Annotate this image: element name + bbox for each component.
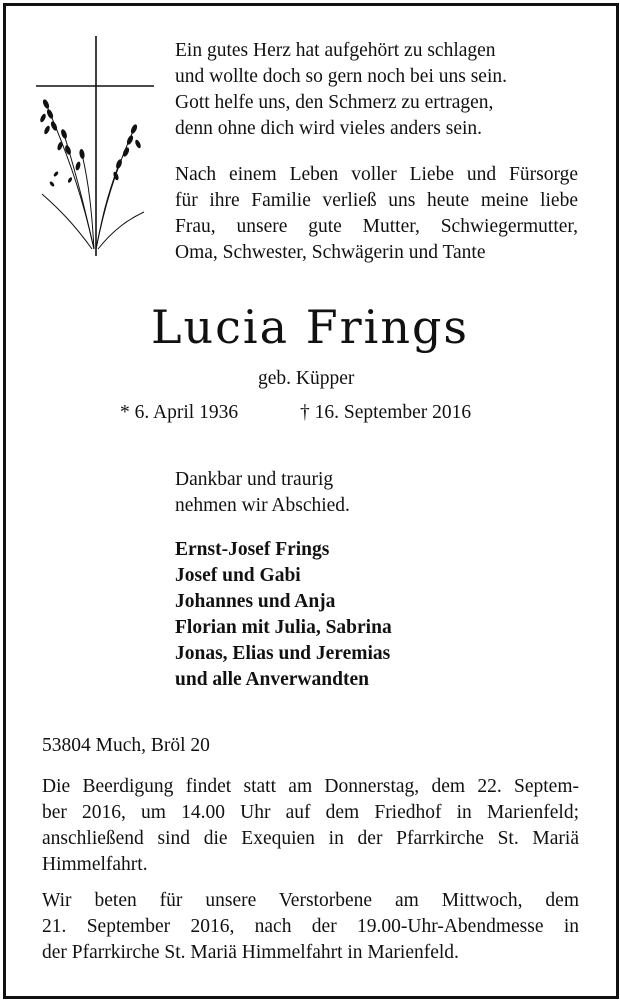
prayer-line: der Pfarrkirche St. Mariä Himmelfahrt in Marienfeld. [42,942,459,963]
birth-name: geb. Küpper [258,368,355,389]
intro-line: Nach einem Leben voller Liebe und Fürsorge [175,164,578,185]
mourner-name: Florian mit Julia, Sabrina [175,617,392,638]
poem-line: und wollte doch so gern noch bei uns sein. [175,66,507,87]
cross-wheat-icon [34,34,159,259]
mourner-name: Josef und Gabi [175,565,301,586]
mourner-name: Jonas, Elias und Jeremias [175,643,391,664]
intro-line: Frau, unsere gute Mutter, Schwiegermutter, [175,216,578,237]
poem-line: Gott helfe uns, den Schmerz zu ertragen, [175,92,494,113]
mourner-name: und alle Anverwandten [175,669,369,690]
prayer-line: Wir beten für unsere Verstorbene am Mittwoch, dem [42,890,579,911]
farewell-line: nehmen wir Abschied. [175,495,350,516]
prayer-line: 21. September 2016, nach der 19.00-Uhr-Abendmesse in [42,916,579,937]
mourner-name: Johannes und Anja [175,591,336,612]
address: 53804 Much, Bröl 20 [42,735,210,756]
poem-line: Ein gutes Herz hat aufgehört zu schlagen [175,40,496,61]
death-date: † 16. September 2016 [300,402,472,423]
funeral-line: Die Beerdigung findet statt am Donnerstag, dem 22. Septem- [42,776,579,797]
birth-date: * 6. April 1936 [120,402,239,423]
funeral-line: anschließend sind die Exequien in der Pfarrkirche St. Mariä [42,828,579,849]
intro-line: für ihre Familie verließ uns heute meine liebe [175,190,578,211]
deceased-name: Lucia Frings [151,300,469,354]
funeral-line: ber 2016, um 14.00 Uhr auf dem Friedhof in Marienfeld; [42,802,579,823]
intro-line: Oma, Schwester, Schwägerin und Tante [175,242,486,263]
funeral-line: Himmelfahrt. [42,854,148,875]
poem-line: denn ohne dich wird vieles anders sein. [175,118,483,139]
mourner-name: Ernst-Josef Frings [175,539,330,560]
farewell-line: Dankbar und traurig [175,469,334,490]
